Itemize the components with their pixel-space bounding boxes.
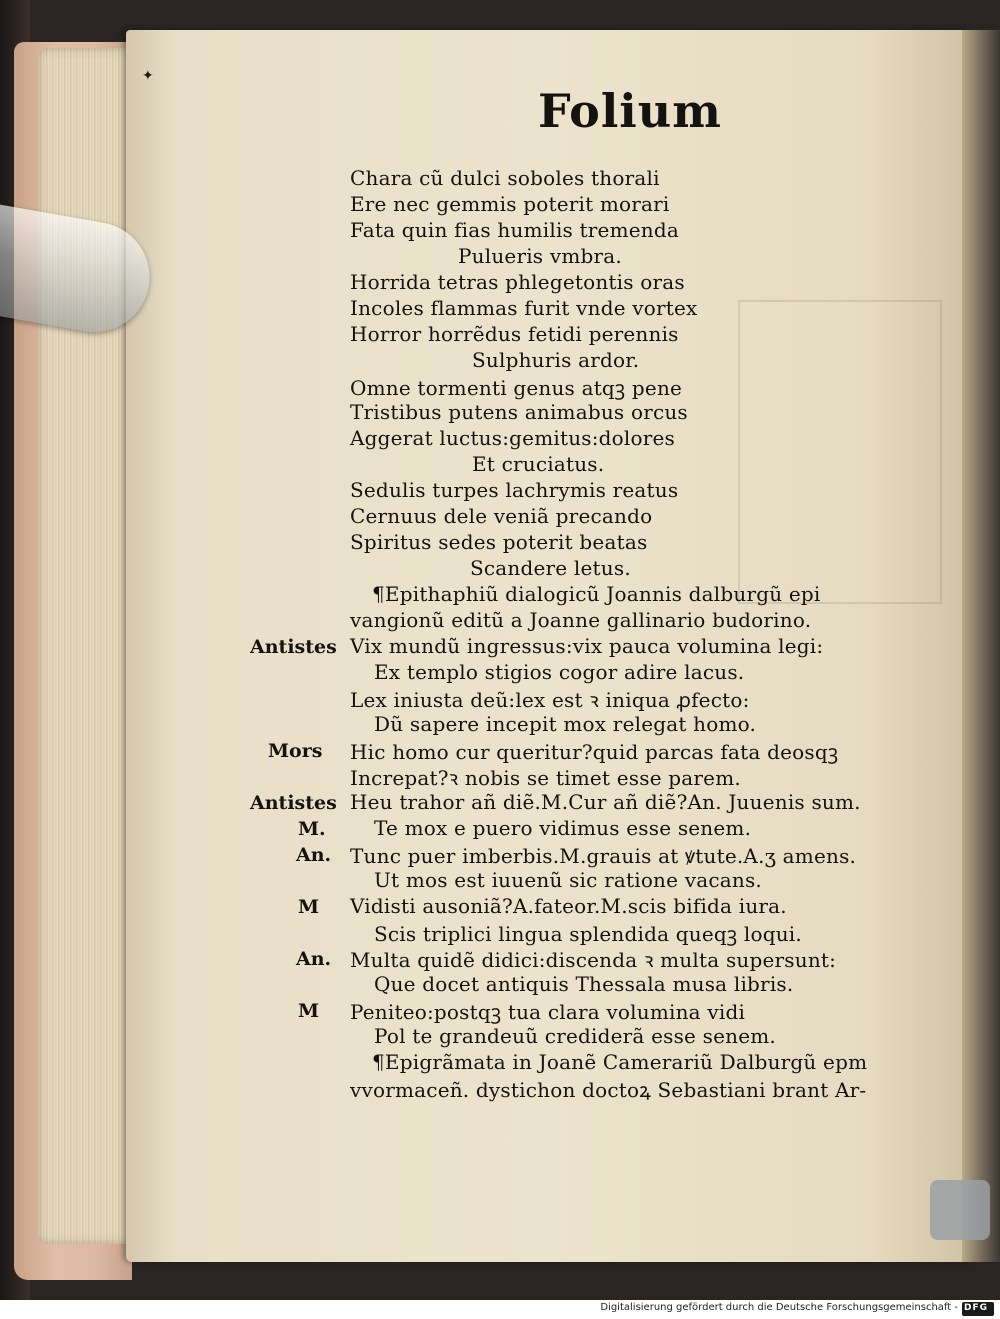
speaker-label: Antistes (250, 636, 337, 658)
text-line: Que docet antiquis Thessala musa libris. (374, 972, 794, 996)
text-line: Heu trahor añ diẽ.M.Cur añ diẽ?An. Juuenis sum. (350, 790, 861, 814)
text-line: Peniteo:postqꝫ tua clara volumina vidi (350, 1000, 746, 1024)
text-line: Spiritus sedes poterit beatas (350, 530, 648, 554)
text-line: Vidisti ausoniã?A.fateor.M.scis bifida iura. (350, 894, 787, 918)
text-line: Hic homo cur queritur?quid parcas fata deosqꝫ (350, 740, 839, 764)
text-line: Te mox e puero vidimus esse senem. (374, 816, 752, 840)
text-line: Increpat?ꝛ nobis se timet esse parem. (350, 766, 741, 790)
text-line: Sedulis turpes lachrymis reatus (350, 478, 679, 502)
clasp-strap (930, 1180, 990, 1240)
text-line: vangionũ editũ a Joanne gallinario budorino. (350, 608, 812, 632)
text-line: Scis triplici lingua splendida queqꝫ loqui. (374, 922, 802, 946)
text-line: Incoles flammas furit vnde vortex (350, 296, 698, 320)
page-mark: ✦ (142, 68, 154, 84)
text-line: Vix mundũ ingressus:vix pauca volumina legi: (350, 634, 824, 658)
text-line: Tristibus putens animabus orcus (350, 400, 688, 424)
text-line: Pol te grandeuũ crediderã esse senem. (374, 1024, 776, 1048)
speaker-label: M. (298, 818, 326, 840)
text-line: ¶Epigrãmata in Joanẽ Camerariũ Dalburgũ epm (372, 1050, 868, 1074)
text-line: Ut mos est iuuenũ sic ratione vacans. (374, 868, 762, 892)
text-line: Sulphuris ardor. (472, 348, 640, 372)
text-line: Cernuus dele veniã precando (350, 504, 653, 528)
text-line: Multa quidẽ didici:discenda ꝛ multa supersunt: (350, 948, 837, 972)
speaker-label: M (298, 1000, 320, 1022)
text-line: Pulueris vmbra. (458, 244, 622, 268)
text-line: Tunc puer imberbis.M.grauis at ꝟtute.A.ʒ amens. (350, 844, 857, 868)
text-line: Chara cũ dulci soboles thorali (350, 166, 660, 190)
speaker-label: M (298, 896, 320, 918)
text-line: Scandere letus. (470, 556, 631, 580)
text-line: vvormaceñ. dystichon doctoꝝ Sebastiani brant Ar- (350, 1078, 867, 1102)
text-line: Horrida tetras phlegetontis oras (350, 270, 685, 294)
speaker-label: Mors (268, 740, 323, 762)
text-line: Lex iniusta deũ:lex est ꝛ iniqua ꝓfecto: (350, 688, 750, 712)
text-line: Omne tormenti genus atqꝫ pene (350, 376, 683, 400)
funding-notice: Digitalisierung gefördert durch die Deutsche Forschungsgemeinschaft - (600, 1302, 958, 1313)
book-gutter (962, 30, 1000, 1262)
dfg-logo-icon (962, 1302, 994, 1316)
speaker-label: An. (296, 844, 332, 866)
text-line: Dũ sapere incepit mox relegat homo. (374, 712, 757, 736)
text-line: Ere nec gemmis poterit morari (350, 192, 670, 216)
dfg-logo-text: DFG (964, 1303, 989, 1313)
text-line: Horror horrẽdus fetidi perennis (350, 322, 679, 346)
text-line: ¶Epithaphiũ dialogicũ Joannis dalburgũ epi (372, 582, 821, 606)
footer-bar (0, 1300, 1000, 1319)
show-through-woodcut (738, 300, 942, 604)
speaker-label: An. (296, 948, 332, 970)
text-line: Et cruciatus. (472, 452, 605, 476)
text-line: Aggerat luctus:gemitus:dolores (350, 426, 676, 450)
text-line: Ex templo stigios cogor adire lacus. (374, 660, 745, 684)
folio-title: Folium (538, 84, 722, 138)
speaker-label: Antistes (250, 792, 337, 814)
text-line: Fata quin fias humilis tremenda (350, 218, 680, 242)
